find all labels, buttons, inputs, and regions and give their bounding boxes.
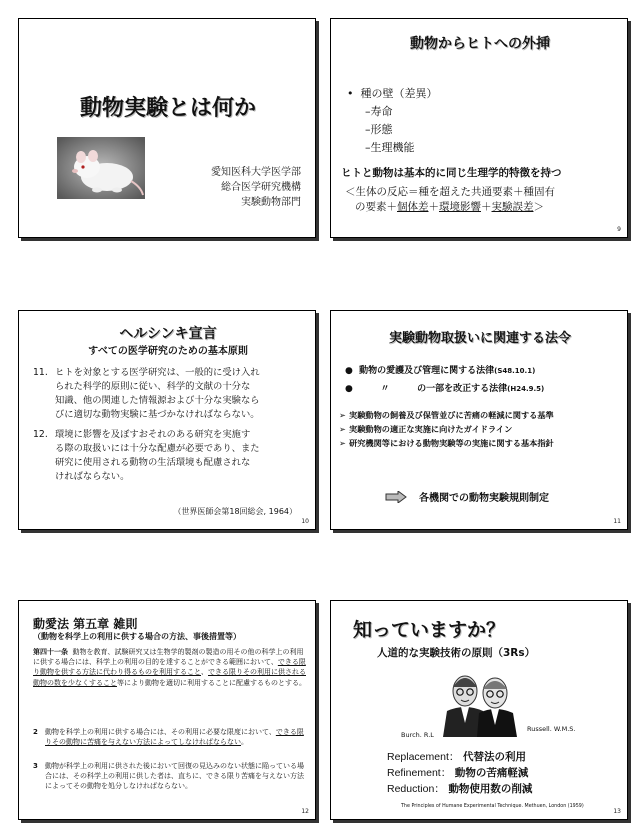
article-41-2: 2 動物を科学上の利用に供する場合には、その利用に必要な限度において、できる限りその動物に苦痛を与えない方法によってしなければならない。: [33, 728, 304, 747]
bullet-item: • 種の壁（差異）: [347, 87, 438, 100]
sub-item: –生理機能: [365, 141, 415, 154]
slide-title: ヘルシンキ宣言: [119, 326, 217, 342]
person-right-label: Russell. W.M.S.: [527, 725, 576, 733]
r-row: Reduction： 動物使用数の削減: [387, 783, 533, 795]
page-number: 13: [613, 808, 621, 815]
r-row: Refinement： 動物の苦痛軽減: [387, 767, 529, 779]
slide-4: [330, 310, 628, 530]
law-2: ● 〃 の一部を改正する法律(H24.9.5): [345, 384, 545, 394]
person-left-label: Burch. R.L: [401, 731, 434, 739]
bullet-dot: ●: [345, 366, 353, 376]
formula: ＜生体の反応＝種を超えた共通要素＋種固有 の要素＋個体差＋環境影響＋実験誤差＞: [345, 186, 555, 213]
item-number: 12.: [33, 429, 48, 440]
three-rs: [387, 749, 532, 797]
article-41: 第四十一条 動物を教育、試験研究又は生物学的製剤の製造の用その他の科学上の利用に供する場合には、科学上の利用の目的を達することができる範囲において、できる限り動物を供する方法に代わり得るものを利用すること、できる限りその利用に供される動物の数を少なくすること等により動物を適切に利用することに配慮するものとする。: [33, 648, 306, 687]
bullet-dot: ●: [345, 384, 353, 394]
arrow-icon: ➢: [339, 438, 346, 448]
affiliation-line: 愛知医科大学医学部: [211, 167, 301, 178]
reference: The Principles of Humane Experimental Technique. Methuen, London (1959): [401, 804, 584, 809]
slide-3: [18, 310, 316, 530]
slide-6: [330, 600, 628, 820]
list-item: ➢ 研究機関等における動物実験等の実施に関する基本指針: [339, 438, 554, 448]
page-number: 9: [617, 226, 621, 233]
slide-5: [18, 600, 316, 820]
right-arrow-icon: [385, 491, 407, 503]
item-12: 12. 環境に影響を及ぼすおそれのある研究を実施す る際の取扱いには十分な配慮が必要であり、また 研究に使用される動物の生活環境も配慮されな ければならない。: [33, 429, 260, 482]
slide-2: [330, 18, 628, 238]
slide-title: 動愛法 第五章 雑則: [33, 617, 138, 631]
slide-title: 動物からヒトへの外挿: [410, 36, 550, 52]
bullet-dot: •: [347, 87, 354, 100]
item-number: 11.: [33, 367, 48, 378]
list-item: ➢ 実験動物の飼養及び保管並びに苦痛の軽減に関する基準: [339, 410, 554, 420]
mouse-image: [57, 137, 145, 199]
related-list: [339, 409, 623, 449]
portrait-photo: [437, 667, 521, 737]
affiliation-line: 実験動物部門: [241, 197, 301, 208]
sub-item: –形態: [365, 123, 393, 136]
source-citation: （世界医師会第18回総会, 1964）: [173, 507, 297, 516]
slide-subtitle: （動物を科学上の利用に供する場合の方法、事後措置等）: [33, 632, 241, 641]
article-41-3: 3 動物が科学上の利用に供された後において回復の見込みのない状態に陥っている場合には、その科学上の利用に供した者は、直ちに、できる限り苦痛を与えない方法によってその動物を処分しなければならない。: [33, 762, 304, 791]
statement: ヒトと動物は基本的に同じ生理学的特徴を持つ: [341, 167, 562, 179]
page-number: 10: [301, 518, 309, 525]
list-item: ➢ 実験動物の適正な実施に向けたガイドライン: [339, 424, 513, 434]
law-1: ● 動物の愛護及び管理に関する法律(S48.10.1): [345, 366, 536, 376]
slide-title: 実験動物取扱いに関連する法令: [388, 331, 571, 346]
conclusion: 各機関での動物実験規則制定: [385, 489, 549, 504]
slide-subtitle: 人道的な実験技術の原則（3Rs）: [377, 647, 536, 659]
affiliation: [211, 165, 301, 210]
slide-title: 動物実験とは何か: [79, 96, 256, 121]
r-row: Replacement： 代替法の利用: [387, 751, 527, 763]
slide-title: 知っていますか？: [353, 619, 506, 641]
slide-subtitle: すべての医学研究のための基本原則: [88, 346, 248, 357]
item-11: 11. ヒトを対象とする医学研究は、一般的に受け入れ られた科学的原則に従い、科学的文献の十分な 知識、他の関連した情報源および十分な実験なら びに適切な動物実験に基づかなければならない。: [33, 367, 260, 420]
page-number: 11: [613, 518, 621, 525]
arrow-icon: ➢: [339, 424, 346, 434]
sub-item: –寿命: [365, 105, 393, 118]
slide-1: [18, 18, 316, 238]
affiliation-line: 総合医学研究機構: [221, 182, 301, 193]
page-number: 12: [301, 808, 309, 815]
arrow-icon: ➢: [339, 410, 346, 420]
